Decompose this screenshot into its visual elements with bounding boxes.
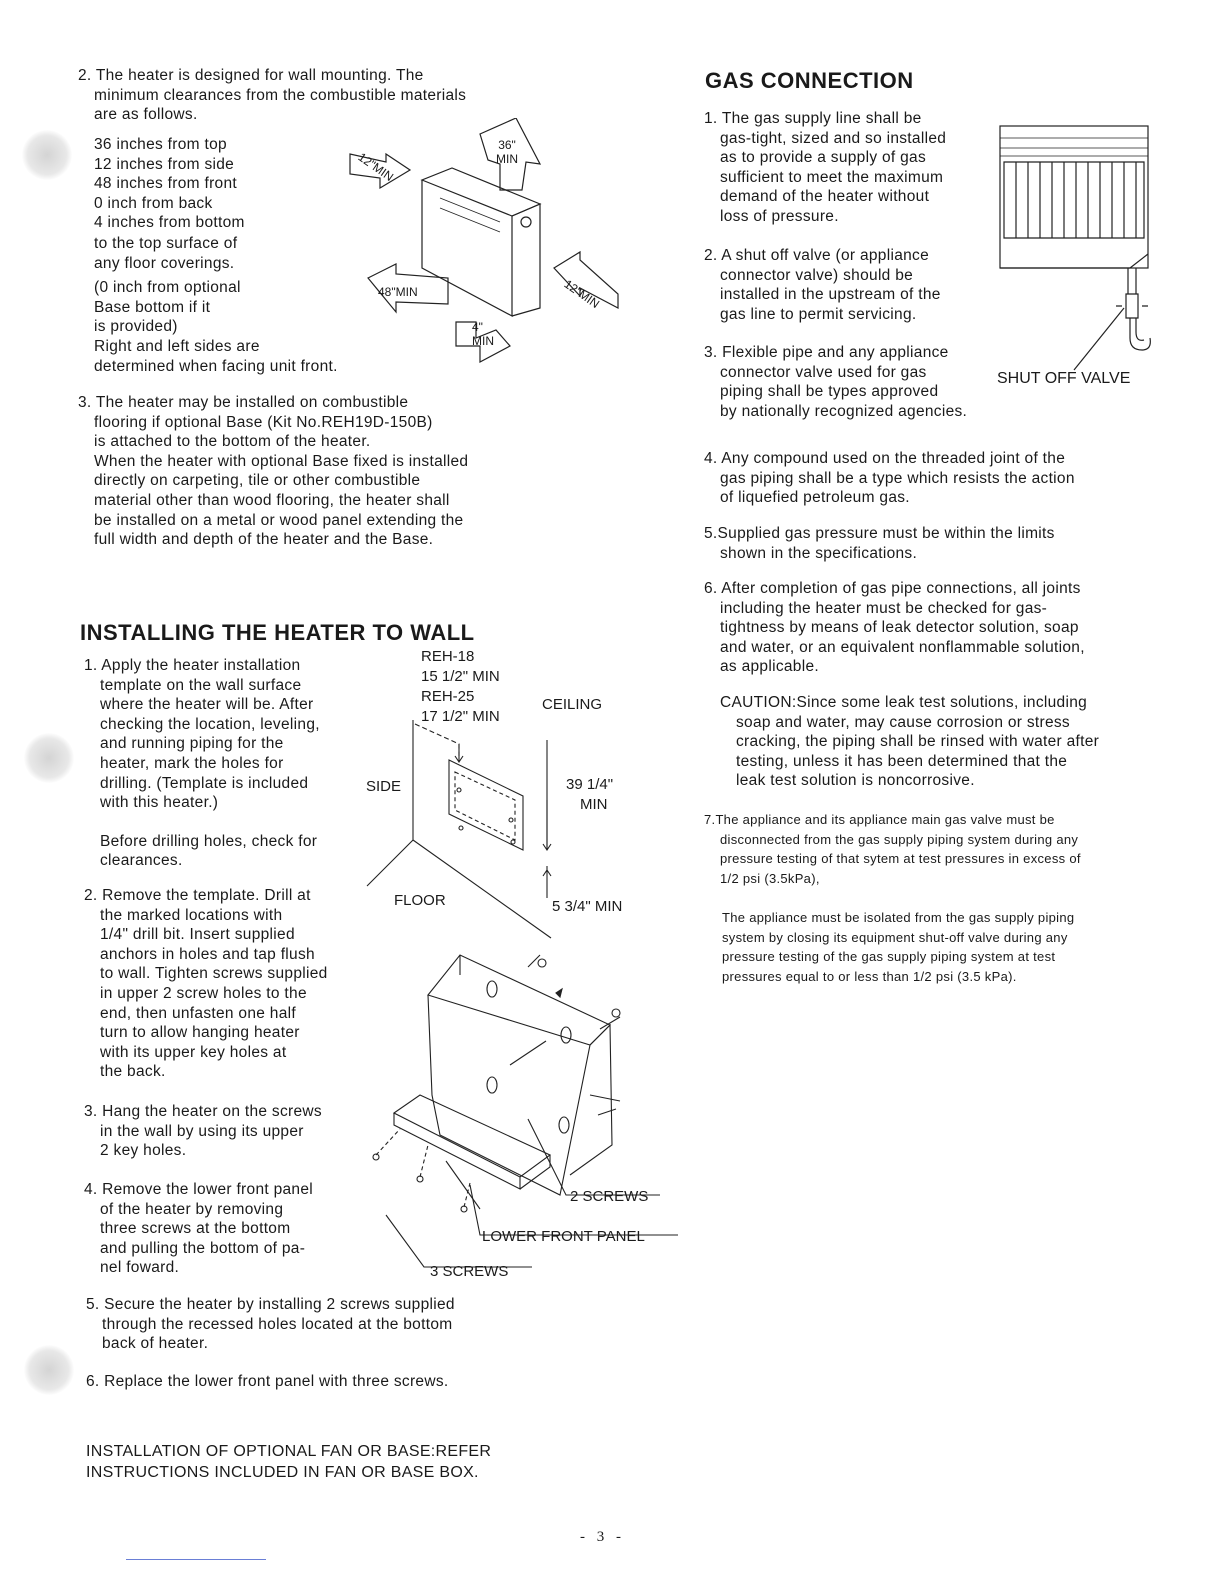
punch-hole [24,733,74,783]
text-line: piping shall be types approved [720,383,939,401]
text-line: 2 key holes. [100,1142,187,1160]
text-line: shown in the specifications. [720,544,918,562]
text-line: MIN [496,152,518,166]
two-screws-label: 2 SCREWS [570,1188,649,1205]
gas-item-4 [704,449,1154,508]
text-line: with this heater.) [100,794,219,812]
text-line: 1/2 psi (3.5kPa), [720,870,820,886]
text-line: 4" [472,320,483,334]
text-line: Before drilling holes, check for [100,832,318,850]
text-line: as applicable. [720,658,819,676]
three-screws-label: 3 SCREWS [430,1263,509,1280]
ceiling-label: CEILING [542,696,603,713]
text-line: 5. Secure the heater by installing 2 screws supplied [86,1296,455,1313]
text-line: of liquefied petroleum gas. [720,489,910,507]
text-line: are as follows. [94,106,198,124]
text-line: any floor coverings. [94,254,235,272]
text-line: through the recessed holes located at the bottom [102,1315,453,1333]
text-line: 48 inches from front [94,175,237,193]
reh25-label: REH-25 [421,688,475,705]
text-line: to wall. Tighten screws supplied [100,965,328,983]
height-min-label: MIN [580,796,608,813]
text-line: is provided) [94,318,178,336]
text-line: connector valve) should be [720,266,914,284]
gas-item-3 [704,343,1004,421]
text-line: drilling. (Template is included [100,774,309,792]
text-line: Right and left sides are [94,337,260,355]
text-line: pressures equal to or less than 1/2 psi (3.5 kPa). [722,968,1017,984]
item3 [78,393,528,550]
text-line: pressure testing of the gas supply piping system at test [722,949,1056,965]
shut-off-valve-label: SHUT OFF VALVE [997,370,1131,387]
text-line: INSTRUCTIONS INCLUDED IN FAN OR BASE BOX. [86,1464,479,1481]
punch-hole [22,130,72,180]
install-step-6 [86,1372,546,1392]
text-line: MIN [472,334,494,348]
text-line: 12 inches from side [94,155,235,173]
text-line: 2. Remove the template. Drill at [84,887,311,904]
text-line: system by closing its equipment shut-off valve during any [722,929,1068,945]
text-line: loss of pressure. [720,207,839,225]
install-step-1 [84,656,354,871]
text-line: to the top surface of [94,234,238,252]
text-line: 2. The heater is designed for wall mounting. The [78,67,424,84]
text-line: directly on carpeting, tile or other combustible [94,472,421,490]
text-line: 4. Remove the lower front panel [84,1181,314,1198]
install-heading: INSTALLING THE HEATER TO WALL [80,620,475,645]
floor-min-label: 5 3/4" MIN [552,898,623,915]
right-side-clearance-label: 12"MIN [561,276,603,312]
install-step-2 [84,886,354,1082]
gas-item-1 [704,109,979,227]
text-line: template on the wall surface [100,676,302,694]
text-line: and water, or an equivalent nonflammable solution, [720,638,1085,656]
text-line: 7.The appliance and its appliance main gas valve must be [704,812,1055,827]
text-line: and pulling the bottom of pa- [100,1239,306,1257]
gas-item-7-isolation [722,908,1182,986]
floor-label: FLOOR [394,892,446,909]
text-line: 3. Flexible pipe and any appliance [704,344,949,361]
height-label: 39 1/4" [566,776,614,793]
install-step-4 [84,1180,364,1278]
text-line: and running piping for the [100,735,284,753]
gas-connection-heading: GAS CONNECTION [705,68,914,93]
text-line: 0 inch from back [94,194,213,212]
text-line: 2. A shut off valve (or appliance [704,247,930,264]
text-line: minimum clearances from the combustible materials [94,86,467,104]
text-line: flooring if optional Base (Kit No.REH19D-150B) [94,413,433,431]
bottom-clearance-label [472,320,494,348]
text-line: nel foward. [100,1259,180,1277]
text-line: 6. Replace the lower front panel with three screws. [86,1373,449,1390]
left-side-clearance-label: 12"MIN [355,149,397,185]
footer-rule [126,1559,266,1560]
text-line: three screws at the bottom [100,1220,291,1238]
text-line: determined when facing unit front. [94,357,338,375]
text-line: in the wall by using its upper [100,1122,304,1140]
text-line: gas-tight, sized and so installed [720,129,947,147]
text-line: 3. The heater may be installed on combustible [78,394,409,411]
text-line: pressure testing of that sytem at test pressures in excess of [720,851,1081,867]
text-line: with its upper key holes at [100,1043,287,1061]
text-line: 1/4" drill bit. Insert supplied [100,926,295,944]
text-line: checking the location, leveling, [100,715,320,733]
text-line: the back. [100,1063,166,1081]
text-line: 1. Apply the heater installation [84,657,301,674]
caution-note [720,693,1160,791]
text-line: heater, mark the holes for [100,754,284,772]
page-number: - 3 - [580,1529,625,1545]
reh25-min-label: 17 1/2" MIN [421,708,500,725]
text-line: connector valve used for gas [720,363,927,381]
optional-fan-base-note [86,1441,566,1483]
text-line: anchors in holes and tap flush [100,945,315,963]
text-line: turn to allow hanging heater [100,1024,300,1042]
text-line: 5.Supplied gas pressure must be within the limits [704,525,1055,542]
text-line: 1. The gas supply line shall be [704,110,922,127]
text-line: When the heater with optional Base fixed is installed [94,452,469,470]
text-line: of the heater by removing [100,1200,284,1218]
top-clearance-label [496,138,518,166]
text-line: sufficient to meet the maximum [720,168,944,186]
punch-hole [24,1345,74,1395]
text-line: (0 inch from optional [94,279,241,297]
text-line: material other than wood flooring, the heater shall [94,491,450,509]
text-line: cracking, the piping shall be rinsed with water after [736,733,1100,751]
text-line: demand of the heater without [720,188,930,206]
gas-item-6 [704,579,1154,677]
text-line: CAUTION:Since some leak test solutions, including [720,694,1088,711]
text-line: 36" [498,138,516,152]
text-line: 4 inches from bottom [94,214,245,232]
text-line: soap and water, may cause corrosion or stress [736,713,1070,731]
text-line: including the heater must be checked for gas- [720,599,1048,617]
text-line: leak test solution is noncorrosive. [736,772,975,790]
shut-off-valve-diagram [990,118,1160,398]
text-line: gas line to permit servicing. [720,305,917,323]
text-line: disconnected from the gas supply piping system during any [720,831,1079,847]
gas-item-7 [704,810,1174,888]
text-line: end, then unfasten one half [100,1004,296,1022]
reh18-min-label: 15 1/2" MIN [421,668,500,685]
text-line: full width and depth of the heater and the Base. [94,531,434,549]
text-line: testing, unless it has been determined that the [736,752,1068,770]
text-line: clearances. [100,852,183,870]
install-step-3 [84,1102,364,1161]
gas-item-2 [704,246,979,324]
text-line: gas piping shall be a type which resists the action [720,469,1075,487]
text-line: INSTALLATION OF OPTIONAL FAN OR BASE:REFER [86,1443,492,1460]
front-clearance-label: 48"MIN [378,285,418,299]
text-line: in upper 2 screw holes to the [100,984,307,1002]
text-line: Base bottom if it [94,298,211,316]
side-label: SIDE [366,778,402,795]
lower-front-panel-label: LOWER FRONT PANEL [482,1228,645,1245]
install-step-5 [86,1295,546,1354]
text-line: back of heater. [102,1335,209,1353]
item2-intro [78,66,528,125]
text-line: be installed on a metal or wood panel extending the [94,511,464,529]
text-line: as to provide a supply of gas [720,149,927,167]
text-line: where the heater will be. After [100,696,314,714]
text-line: 3. Hang the heater on the screws [84,1103,322,1120]
text-line: The appliance must be isolated from the gas supply piping [722,910,1075,925]
text-line: the marked locations with [100,906,283,924]
gas-item-5 [704,524,1154,563]
text-line: by nationally recognized agencies. [720,402,968,420]
text-line: 36 inches from top [94,136,227,153]
text-line: installed in the upstream of the [720,286,941,304]
text-line: 6. After completion of gas pipe connections, all joints [704,580,1081,597]
text-line: tightness by means of leak detector solution, soap [720,619,1079,637]
reh18-label: REH-18 [421,648,475,665]
text-line: is attached to the bottom of the heater. [94,433,371,451]
text-line: 4. Any compound used on the threaded joint of the [704,450,1066,467]
